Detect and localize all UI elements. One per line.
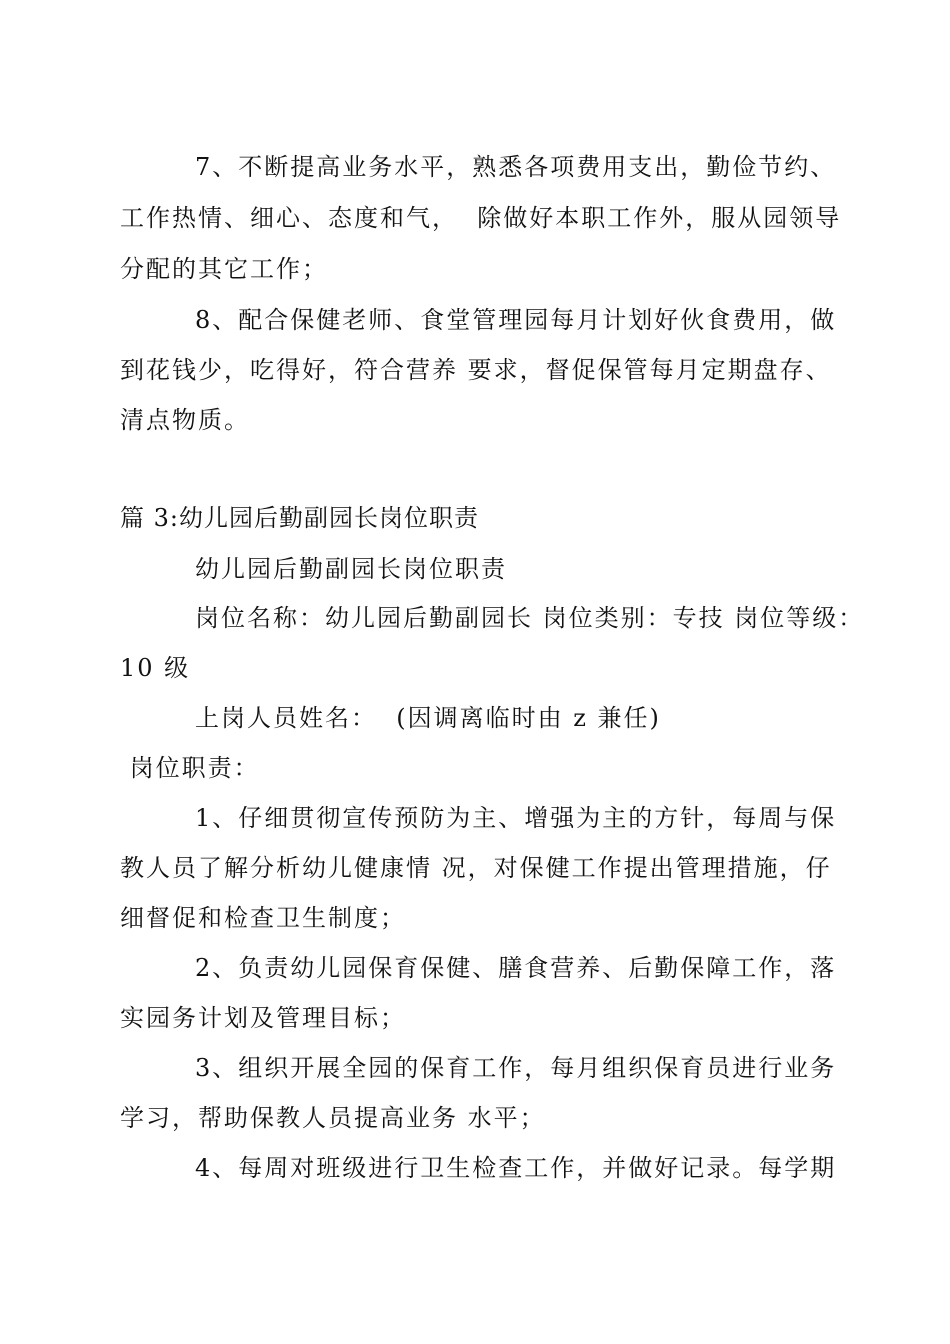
- text-line: 2、负责幼儿园保育保健、膳食营养、后勤保障工作，落: [195, 954, 837, 982]
- text-line: 1、仔细贯彻宣传预防为主、增强为主的方针，每周与保: [195, 804, 837, 832]
- text-line: 3、组织开展全园的保育工作，每月组织保育员进行业务: [195, 1054, 837, 1082]
- section-heading: 篇 3:幼儿园后勤副园长岗位职责: [120, 504, 479, 532]
- text-line: 清点物质。: [120, 406, 250, 434]
- text-line: 岗位名称：幼儿园后勤副园长 岗位类别：专技 岗位等级：: [195, 604, 865, 632]
- text-line: 4、每周对班级进行卫生检查工作，并做好记录。每学期: [195, 1154, 837, 1182]
- text-line: 教人员了解分析幼儿健康情 况，对保健工作提出管理措施，仔: [120, 854, 832, 882]
- subheading: 岗位职责：: [120, 754, 260, 782]
- text-line: 10 级: [120, 654, 191, 682]
- text-line: 上岗人员姓名： (因调离临时由 z 兼任): [195, 704, 661, 732]
- text-line: 8、配合保健老师、食堂管理园每月计划好伙食费用，做: [195, 306, 837, 334]
- text-line: 7、不断提高业务水平，熟悉各项费用支出，勤俭节约、: [195, 153, 837, 181]
- text-line: 分配的其它工作；: [120, 255, 328, 283]
- text-line: 细督促和检查卫生制度；: [120, 904, 406, 932]
- text-line: 实园务计划及管理目标；: [120, 1004, 406, 1032]
- text-line: 学习，帮助保教人员提高业务 水平；: [120, 1104, 546, 1132]
- document-title: 幼儿园后勤副园长岗位职责: [195, 555, 507, 583]
- text-line: 工作热情、细心、态度和气， 除做好本职工作外，服从园领导: [120, 204, 842, 232]
- text-line: 到花钱少，吃得好，符合营养 要求，督促保管每月定期盘存、: [120, 356, 832, 384]
